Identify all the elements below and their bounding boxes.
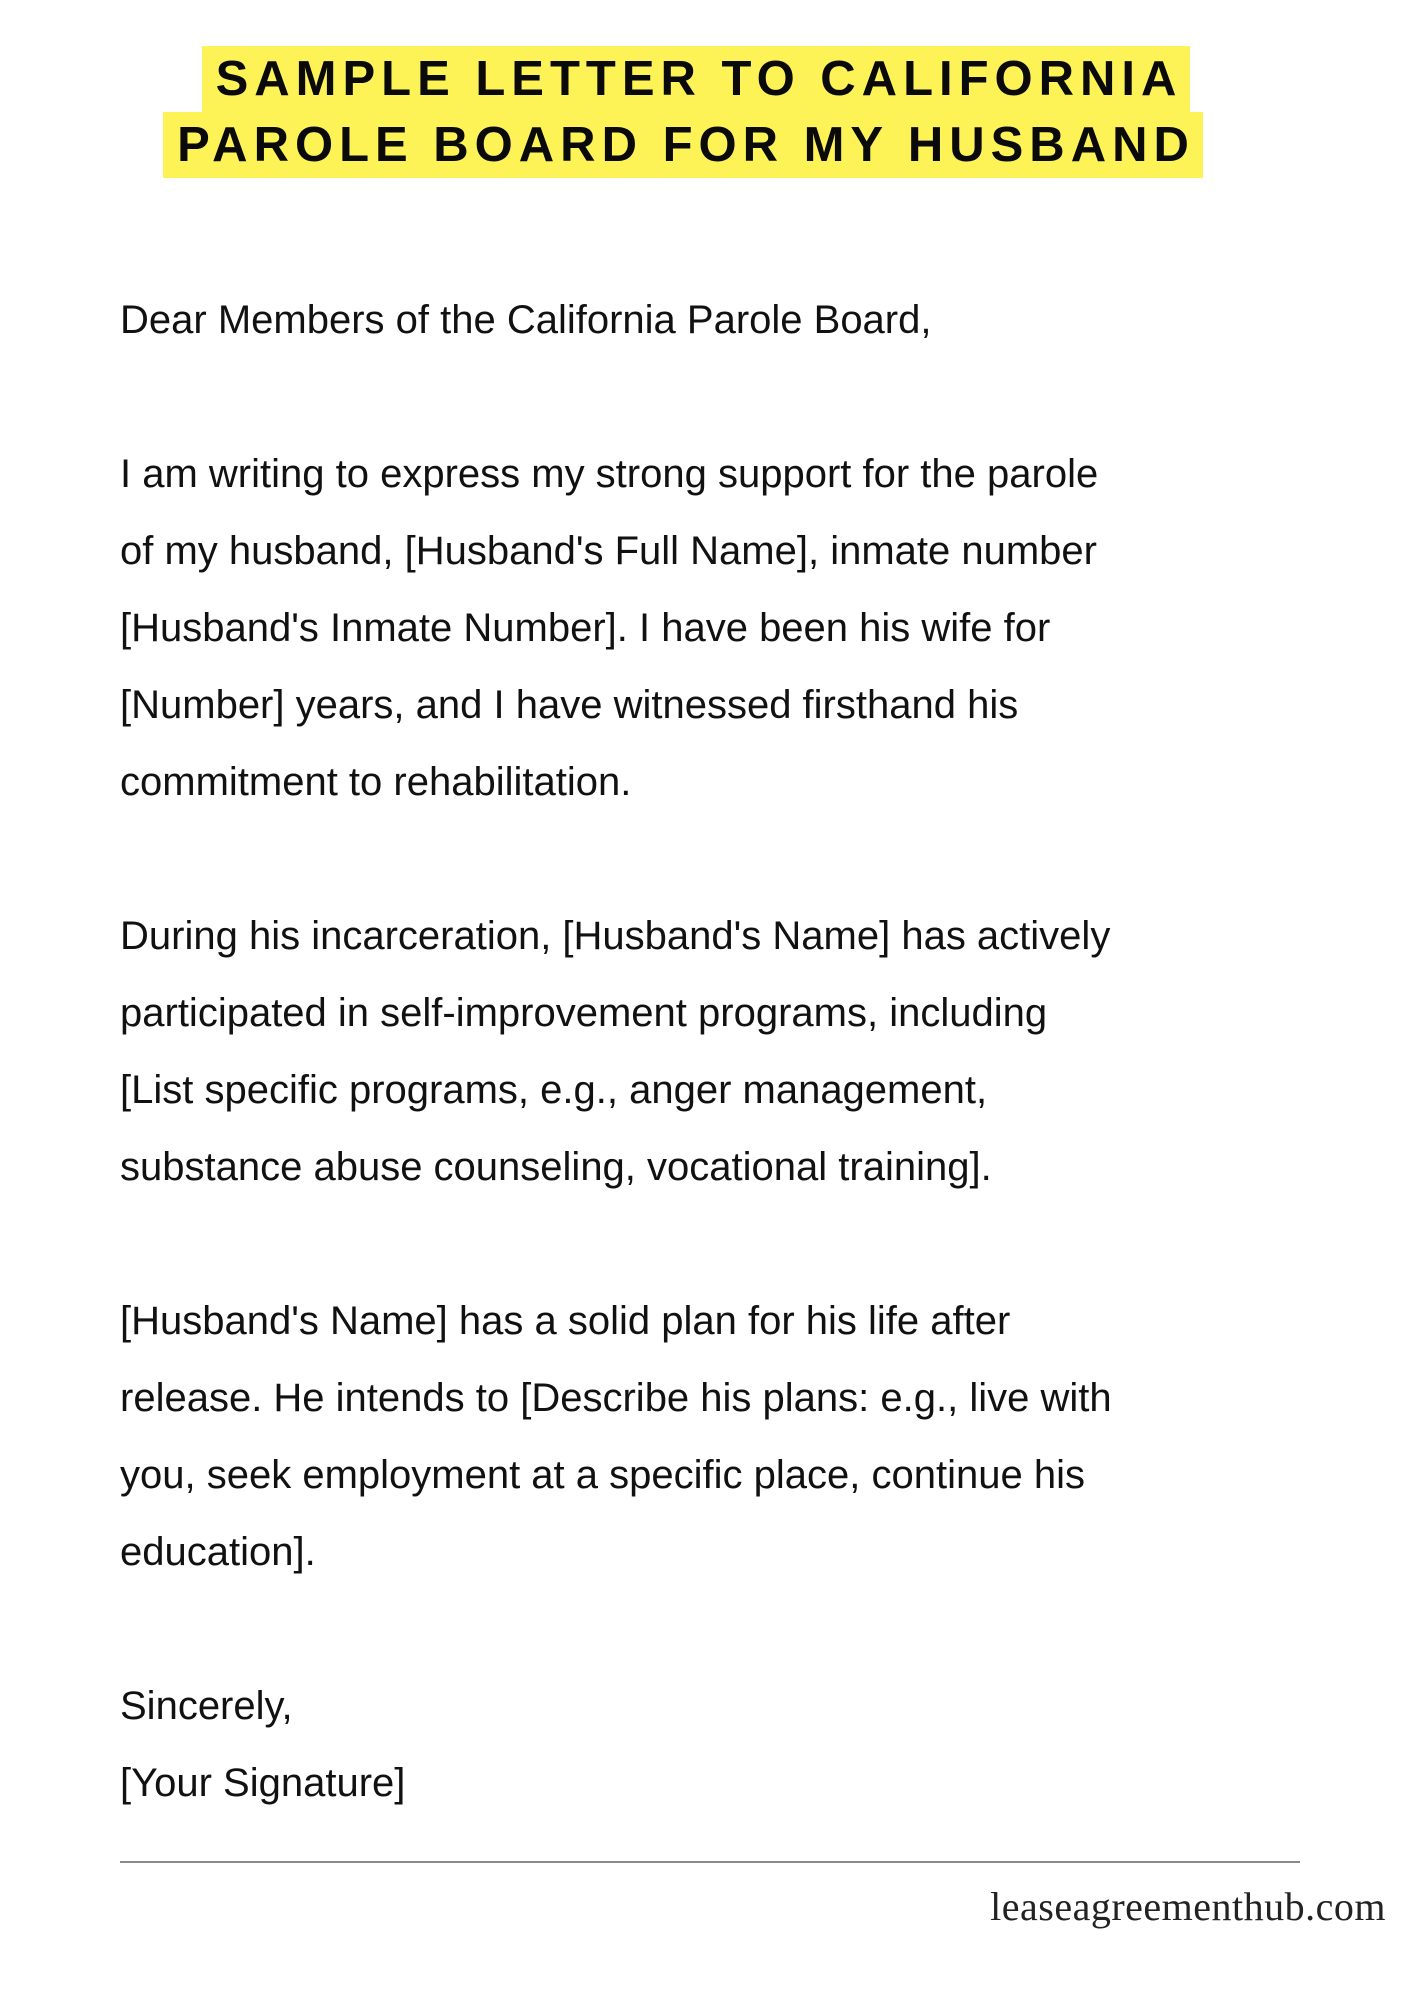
paragraph-plans: [Husband's Name] has a solid plan for his life after release. He intends to [Describe his plans: e.g., live with you, seek employment at a specific place, continue his education]. <box>120 1299 1112 1574</box>
footer-divider <box>120 1861 1300 1863</box>
salutation: Dear Members of the California Parole Board, <box>120 298 932 342</box>
paragraph-programs: During his incarceration, [Husband's Name] has actively participated in self-improvement programs, including [List specific programs, e.g., anger management, substance abuse counseling, vocational training]. <box>120 914 1111 1189</box>
title-line-2: PAROLE BOARD FOR MY HUSBAND <box>163 112 1203 178</box>
letter-body <box>120 282 1350 1822</box>
signature: [Your Signature] <box>120 1761 406 1805</box>
title-line-1: SAMPLE LETTER TO CALIFORNIA <box>202 46 1191 112</box>
closing: Sincerely, <box>120 1684 293 1728</box>
page-title <box>0 46 1414 178</box>
site-name: leaseagreementhub.com <box>990 1884 1386 1929</box>
paragraph-support: I am writing to express my strong support for the parole of my husband, [Husband's Full Name], inmate number [Husband's Inmate Number]. I have been his wife for [Number] years, and I have witnessed firsthand his commitment to rehabilitation. <box>120 452 1099 804</box>
closing-block <box>120 1668 1350 1822</box>
